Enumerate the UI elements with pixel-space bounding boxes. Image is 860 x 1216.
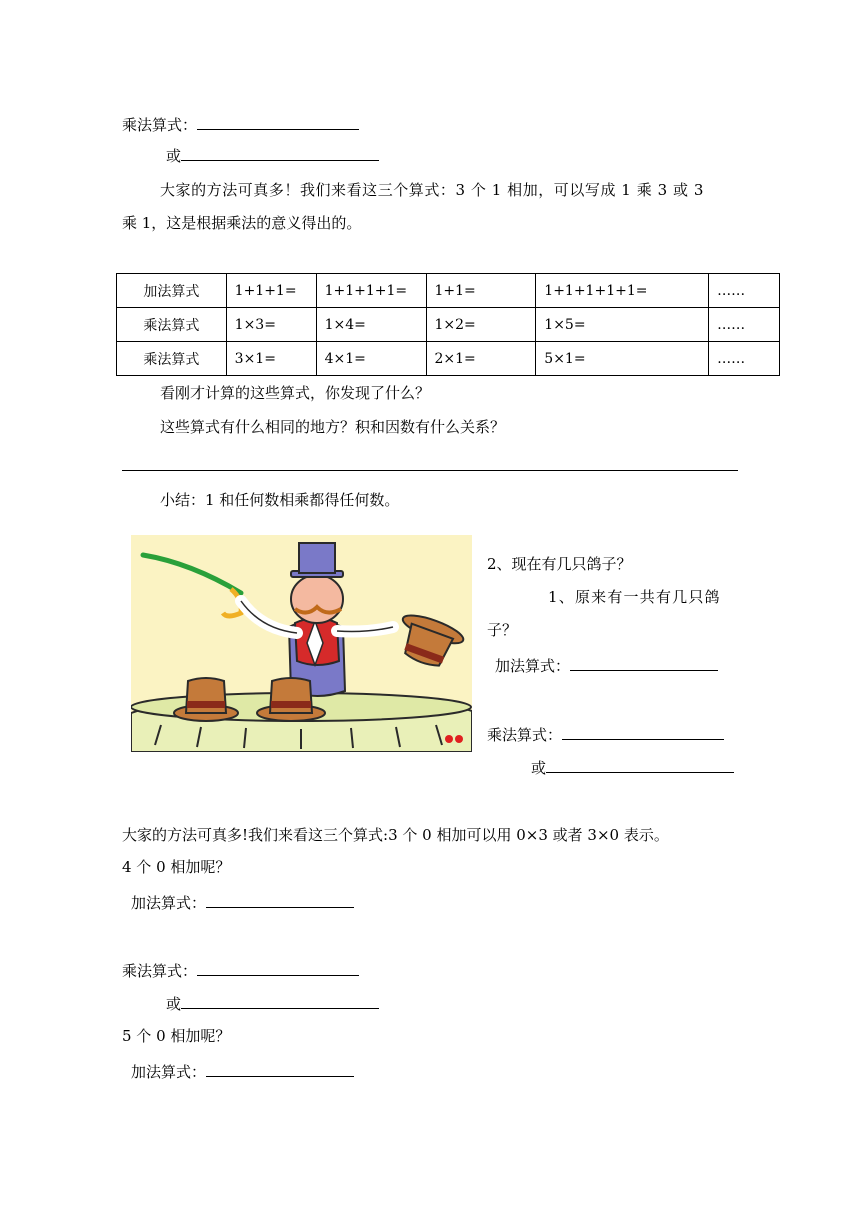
paragraph-line: 大家的方法可真多！我们来看这三个算式：3 个 1 相加，可以写成 1 乘 3 或 3 — [160, 181, 704, 199]
question-text: 5 个 0 相加呢？ — [122, 1027, 231, 1045]
mult-label: 乘法算式： — [487, 726, 563, 744]
table-cell: 1×5= — [536, 308, 709, 342]
add-formula-line — [131, 892, 354, 913]
table-cell: 1×3= — [226, 308, 316, 342]
add-formula-line — [495, 655, 718, 676]
table-cell: 1×4= — [316, 308, 426, 342]
paragraph-line: 乘 1，这是根据乘法的意义得出的。 — [122, 214, 362, 232]
table-row — [117, 274, 780, 308]
table-cell: 1+1= — [426, 274, 536, 308]
table-cell: 5×1= — [536, 342, 709, 376]
table-row — [117, 308, 780, 342]
mult-formula-line — [122, 114, 359, 135]
table-cell: 1+1+1+1+1= — [536, 274, 709, 308]
or-line — [166, 993, 379, 1014]
or-line — [166, 145, 379, 166]
add-label: 加法算式： — [131, 1063, 207, 1081]
or-label: 或 — [166, 147, 182, 165]
table-cell: 加法算式 — [117, 274, 227, 308]
question-text: 子？ — [487, 621, 518, 639]
table-cell: 1+1+1+1= — [316, 274, 426, 308]
question-text: 看刚才计算的这些算式，你发现了什么？ — [160, 384, 431, 402]
answer-blank[interactable] — [181, 993, 379, 1009]
magician-hats-illustration — [131, 535, 472, 752]
mult-label: 乘法算式： — [122, 116, 198, 134]
or-line — [531, 757, 734, 778]
answer-blank[interactable] — [206, 892, 354, 908]
question-text: 2、现在有几只鸽子？ — [487, 555, 632, 573]
answer-blank[interactable] — [197, 960, 359, 976]
table-cell: 1×2= — [426, 308, 536, 342]
formula-table — [116, 273, 780, 376]
mult-label: 乘法算式： — [122, 962, 198, 980]
add-label: 加法算式： — [495, 657, 571, 675]
answer-rule[interactable] — [122, 470, 738, 471]
answer-blank[interactable] — [197, 114, 359, 130]
table-cell: …… — [709, 342, 780, 376]
question-text: 4 个 0 相加呢？ — [122, 858, 231, 876]
add-label: 加法算式： — [131, 894, 207, 912]
table-cell: 乘法算式 — [117, 308, 227, 342]
answer-blank[interactable] — [546, 757, 734, 773]
table-cell: 2×1= — [426, 342, 536, 376]
paragraph-line: 大家的方法可真多!我们来看这三个算式:3 个 0 相加可以用 0×3 或者 3×0 表示。 — [122, 826, 669, 844]
table-cell: 乘法算式 — [117, 342, 227, 376]
mult-formula-line — [487, 724, 724, 745]
table-cell: …… — [709, 274, 780, 308]
answer-blank[interactable] — [206, 1061, 354, 1077]
mult-formula-line — [122, 960, 359, 981]
answer-blank[interactable] — [570, 655, 718, 671]
table-row — [117, 342, 780, 376]
or-label: 或 — [531, 759, 547, 777]
table-cell: 4×1= — [316, 342, 426, 376]
table-cell: …… — [709, 308, 780, 342]
add-formula-line — [131, 1061, 354, 1082]
answer-blank[interactable] — [181, 145, 379, 161]
table-cell: 1+1+1= — [226, 274, 316, 308]
table-cell: 3×1= — [226, 342, 316, 376]
summary-text: 小结：1 和任何数相乘都得任何数。 — [160, 491, 400, 509]
question-text: 这些算式有什么相同的地方？积和因数有什么关系？ — [160, 418, 506, 436]
answer-blank[interactable] — [562, 724, 724, 740]
question-text: 1、原来有一共有几只鸽 — [548, 588, 721, 606]
or-label: 或 — [166, 995, 182, 1013]
